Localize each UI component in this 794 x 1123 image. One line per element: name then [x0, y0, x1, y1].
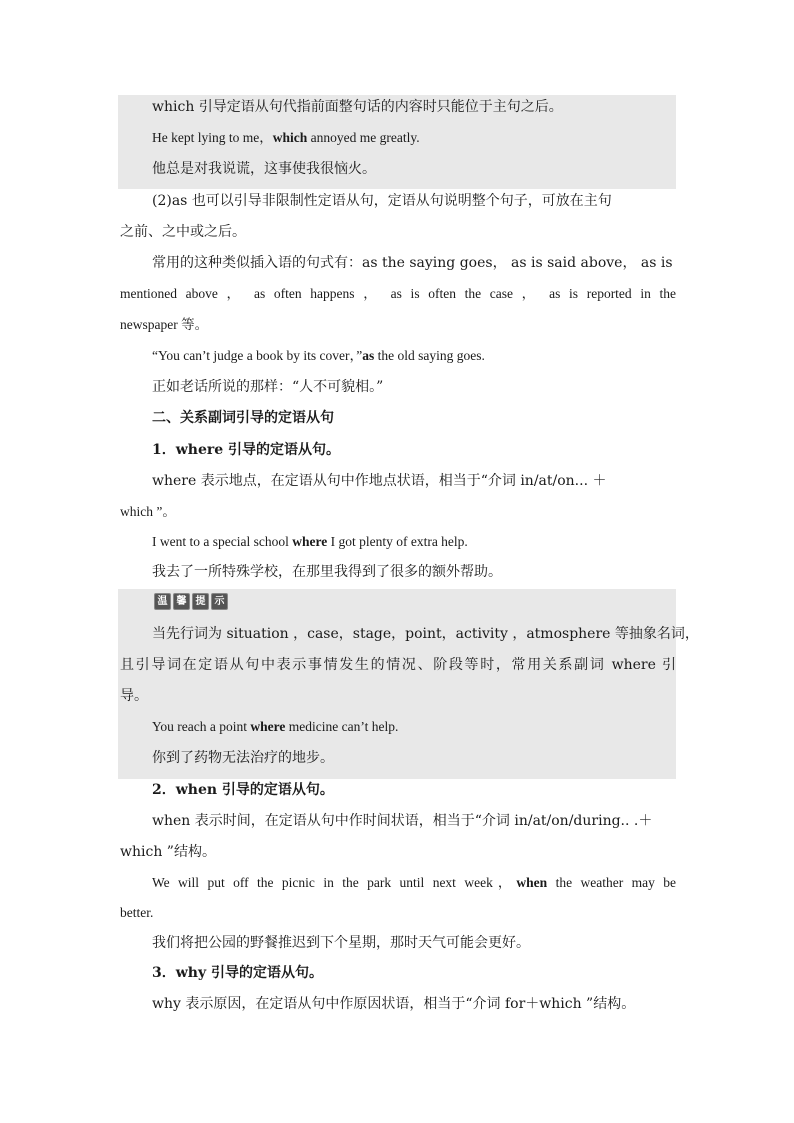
- subheading-when: 2．when 引导的定语从句。: [152, 782, 334, 798]
- example-part: We will put off the picnic in the park until next week，: [152, 875, 517, 890]
- translation: 正如老话所说的那样：“人不可貌相。”: [152, 379, 384, 395]
- note-which-text: which 引导定语从句代指前面整句话的内容时只能位于主句之后。: [152, 99, 563, 115]
- para-as-line-5: newspaper 等。: [120, 317, 209, 332]
- example-part: I got plenty of extra help.: [327, 534, 468, 549]
- example-sentence: [152, 873, 676, 893]
- keyword: where: [292, 534, 328, 549]
- subheading-where: 1．where 引导的定语从句。: [152, 442, 341, 458]
- badge-char: 温: [154, 593, 171, 610]
- tip-line-1: 当先行词为 situation ，case，stage，point，activity ，atmosphere 等抽象名词，: [152, 626, 699, 642]
- badge-char: 提: [192, 593, 209, 610]
- para-as-line-2: 之前、之中或之后。: [120, 224, 246, 240]
- example-part: I went to a special school: [152, 534, 293, 549]
- when-desc-line-2: which ”结构。: [120, 844, 216, 860]
- keyword: where: [250, 719, 286, 734]
- tip-line-3: 导。: [120, 688, 148, 704]
- example-part: “You can’t judge a book by its cover，”: [152, 348, 363, 363]
- example-part: the weather may be: [547, 875, 677, 890]
- keyword: which: [272, 130, 308, 145]
- para-as-line-3: 常用的这种类似插入语的句式有：as the saying goes， as is said above， as is: [152, 255, 673, 271]
- example-part: the old saying goes.: [374, 348, 485, 363]
- subheading-why: 3．why 引导的定语从句。: [152, 965, 323, 981]
- tip-badge: [154, 593, 228, 610]
- where-desc-line-1: where 表示地点，在定语从句中作地点状语，相当于“介词 in/at/on... ＋: [152, 473, 607, 489]
- when-desc-line-1: when 表示时间，在定语从句中作时间状语，相当于“介词 in/at/on/during.. .＋: [152, 813, 653, 829]
- translation: 你到了药物无法治疗的地步。: [152, 750, 334, 766]
- badge-char: 馨: [173, 593, 190, 610]
- example-part: You reach a point: [152, 719, 251, 734]
- example-sentence: [152, 717, 676, 737]
- keyword: as: [362, 348, 375, 363]
- tip-line-2: 且引导词在定语从句中表示事情发生的情况、阶段等时，常用关系副词 where 引: [120, 657, 676, 673]
- keyword: when: [516, 875, 548, 890]
- badge-char: 示: [211, 593, 228, 610]
- example-part: medicine can’t help.: [285, 719, 399, 734]
- example-part: annoyed me greatly.: [307, 130, 420, 145]
- translation: 他总是对我说谎，这事使我很恼火。: [152, 161, 376, 177]
- where-desc-line-2: which ”。: [120, 504, 176, 519]
- example-part: He kept lying to me，: [152, 130, 273, 145]
- example-sentence: [152, 532, 676, 552]
- why-desc-line-1: why 表示原因，在定语从句中作原因状语，相当于“介词 for＋which ”结构。: [152, 996, 636, 1012]
- example-sentence: [152, 346, 676, 366]
- section-heading: 二、关系副词引导的定语从句: [152, 410, 334, 426]
- translation: 我们将把公园的野餐推迟到下个星期，那时天气可能会更好。: [152, 935, 530, 951]
- example-sentence-cont: better.: [120, 905, 154, 920]
- example-sentence: [152, 128, 676, 148]
- para-as-line-1: (2)as 也可以引导非限制性定语从句，定语从句说明整个句子，可放在主句: [152, 193, 612, 209]
- para-as-line-4: mentioned above ， as often happens ， as is often the case ， as is reported in the: [120, 286, 676, 301]
- translation: 我去了一所特殊学校，在那里我得到了很多的额外帮助。: [152, 564, 502, 580]
